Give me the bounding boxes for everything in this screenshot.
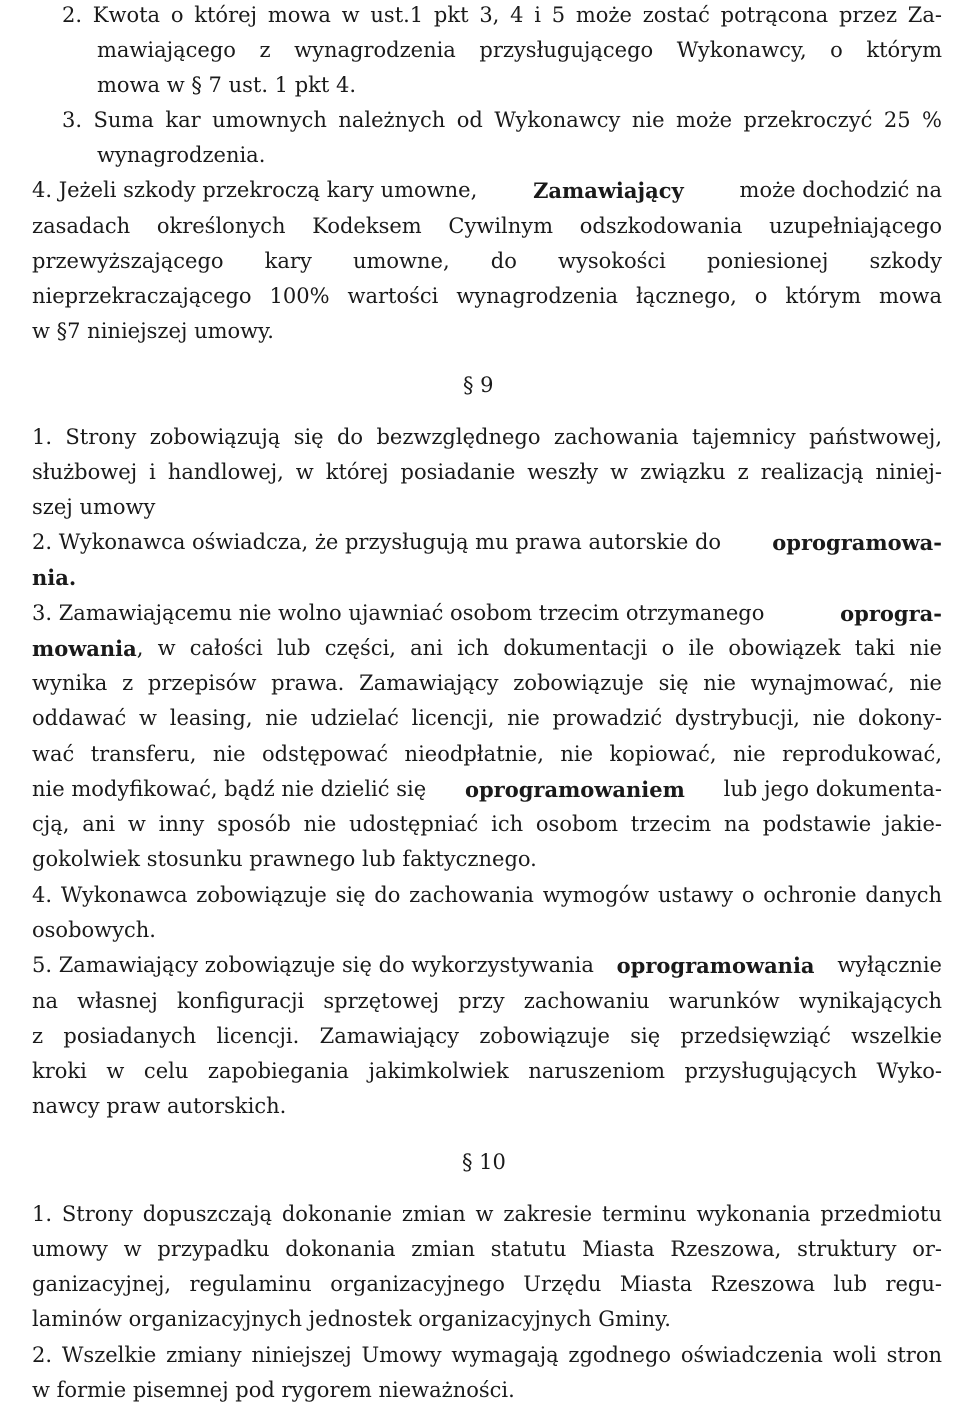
paragraph-line [32, 560, 960, 597]
paragraph-line: nawcy praw autorskich. [32, 1094, 287, 1118]
paragraph-line: wynika z przepisów prawa. Zamawiający zobowiązuje się nie wynajmować, nie [32, 671, 942, 695]
bold-term: oprogra- [840, 601, 942, 626]
text-run: , w całości lub części, ani ich dokumentacji o ile obowiązek taki nie [136, 636, 942, 660]
text-run: 2. Wykonawca oświadcza, że przysługują mu prawa autorskie do [32, 530, 722, 554]
paragraph-line [32, 173, 942, 209]
bold-term: Zamawiający [533, 178, 684, 203]
text-run: wyłącznie [837, 953, 942, 977]
bold-term: nia. [32, 565, 77, 590]
text-run: nie modyfikować, bądź nie dzielić się [32, 777, 427, 801]
paragraph-line: wynagrodzenia. [97, 143, 266, 167]
text-run: 3. Zamawiającemu nie wolno ujawniać osobom trzecim otrzymanego [32, 601, 765, 625]
paragraph-line: 2. Kwota o której mowa w ust.1 pkt 3, 4 i 5 może zostać potrącona przez Za- [62, 3, 942, 27]
paragraph-line [32, 948, 942, 984]
section-heading: § 9 [463, 373, 494, 397]
section-heading: § 10 [462, 1150, 506, 1174]
paragraph-line: szej umowy [32, 495, 156, 519]
paragraph-line: gokolwiek stosunku prawnego lub faktycznego. [32, 847, 537, 871]
paragraph-line [32, 525, 942, 561]
bold-term: oprogramowaniem [464, 777, 685, 802]
paragraph-line: przewyższającego kary umowne, do wysokości poniesionej szkody [32, 249, 942, 273]
paragraph-line: kroki w celu zapobiegania jakimkolwiek naruszeniom przysługujących Wyko- [32, 1059, 942, 1083]
text-run: lub jego dokumenta- [723, 777, 942, 801]
paragraph-line: laminów organizacyjnych jednostek organizacyjnych Gminy. [32, 1307, 671, 1331]
paragraph-line: nieprzekraczającego 100% wartości wynagrodzenia łącznego, o którym mowa [32, 284, 942, 308]
paragraph-line: w formie pisemnej pod rygorem nieważności. [32, 1378, 515, 1402]
paragraph-line: ganizacyjnej, regulaminu organizacyjnego Urzędu Miasta Rzeszowa lub regu- [32, 1272, 942, 1296]
paragraph-line: mawiającego z wynagrodzenia przysługującego Wykonawcy, o którym [97, 38, 942, 62]
text-run: może dochodzić na [739, 178, 942, 202]
paragraph-line: w §7 niniejszej umowy. [32, 319, 274, 343]
paragraph-line: wać transferu, nie odstępować nieodpłatnie, nie kopiować, nie reprodukować, [32, 742, 942, 766]
text-run: 5. Zamawiający zobowiązuje się do wykorzystywania [32, 953, 594, 977]
bold-term: oprogramowania [616, 953, 815, 978]
paragraph-line [32, 596, 942, 632]
paragraph-line: osobowych. [32, 918, 156, 942]
paragraph-line: 3. Suma kar umownych należnych od Wykonawcy nie może przekroczyć 25 % [62, 108, 942, 132]
bold-term: oprogramowa- [772, 530, 942, 555]
paragraph-line: zasadach określonych Kodeksem Cywilnym odszkodowania uzupełniającego [32, 214, 942, 238]
paragraph-line: 4. Wykonawca zobowiązuje się do zachowania wymogów ustawy o ochronie danych [32, 883, 942, 907]
paragraph-line: 1. Strony dopuszczają dokonanie zmian w zakresie terminu wykonania przedmiotu [32, 1202, 942, 1226]
paragraph-line: 1. Strony zobowiązują się do bezwzględnego zachowania tajemnicy państwowej, [32, 425, 942, 449]
paragraph-line: na własnej konfiguracji sprzętowej przy zachowaniu warunków wynikających [32, 989, 942, 1013]
paragraph-line [32, 772, 942, 808]
paragraph-line: 2. Wszelkie zmiany niniejszej Umowy wymagają zgodnego oświadczenia woli stron [32, 1343, 942, 1367]
text-run: 4. Jeżeli szkody przekroczą kary umowne, [32, 178, 478, 202]
paragraph-line: z posiadanych licencji. Zamawiający zobowiązuje się przedsięwziąć wszelkie [32, 1024, 942, 1048]
paragraph-line [32, 631, 942, 667]
paragraph-line: mowa w § 7 ust. 1 pkt 4. [97, 73, 357, 97]
paragraph-line: umowy w przypadku dokonania zmian statutu Miasta Rzeszowa, struktury or- [32, 1237, 942, 1261]
paragraph-line: cją, ani w inny sposób nie udostępniać ich osobom trzecim na podstawie jakie- [32, 812, 942, 836]
bold-term: mowania [32, 636, 137, 661]
paragraph-line: oddawać w leasing, nie udzielać licencji, nie prowadzić dystrybucji, nie dokony- [32, 706, 942, 730]
paragraph-line: służbowej i handlowej, w której posiadanie weszły w związku z realizacją niniej- [32, 460, 942, 484]
